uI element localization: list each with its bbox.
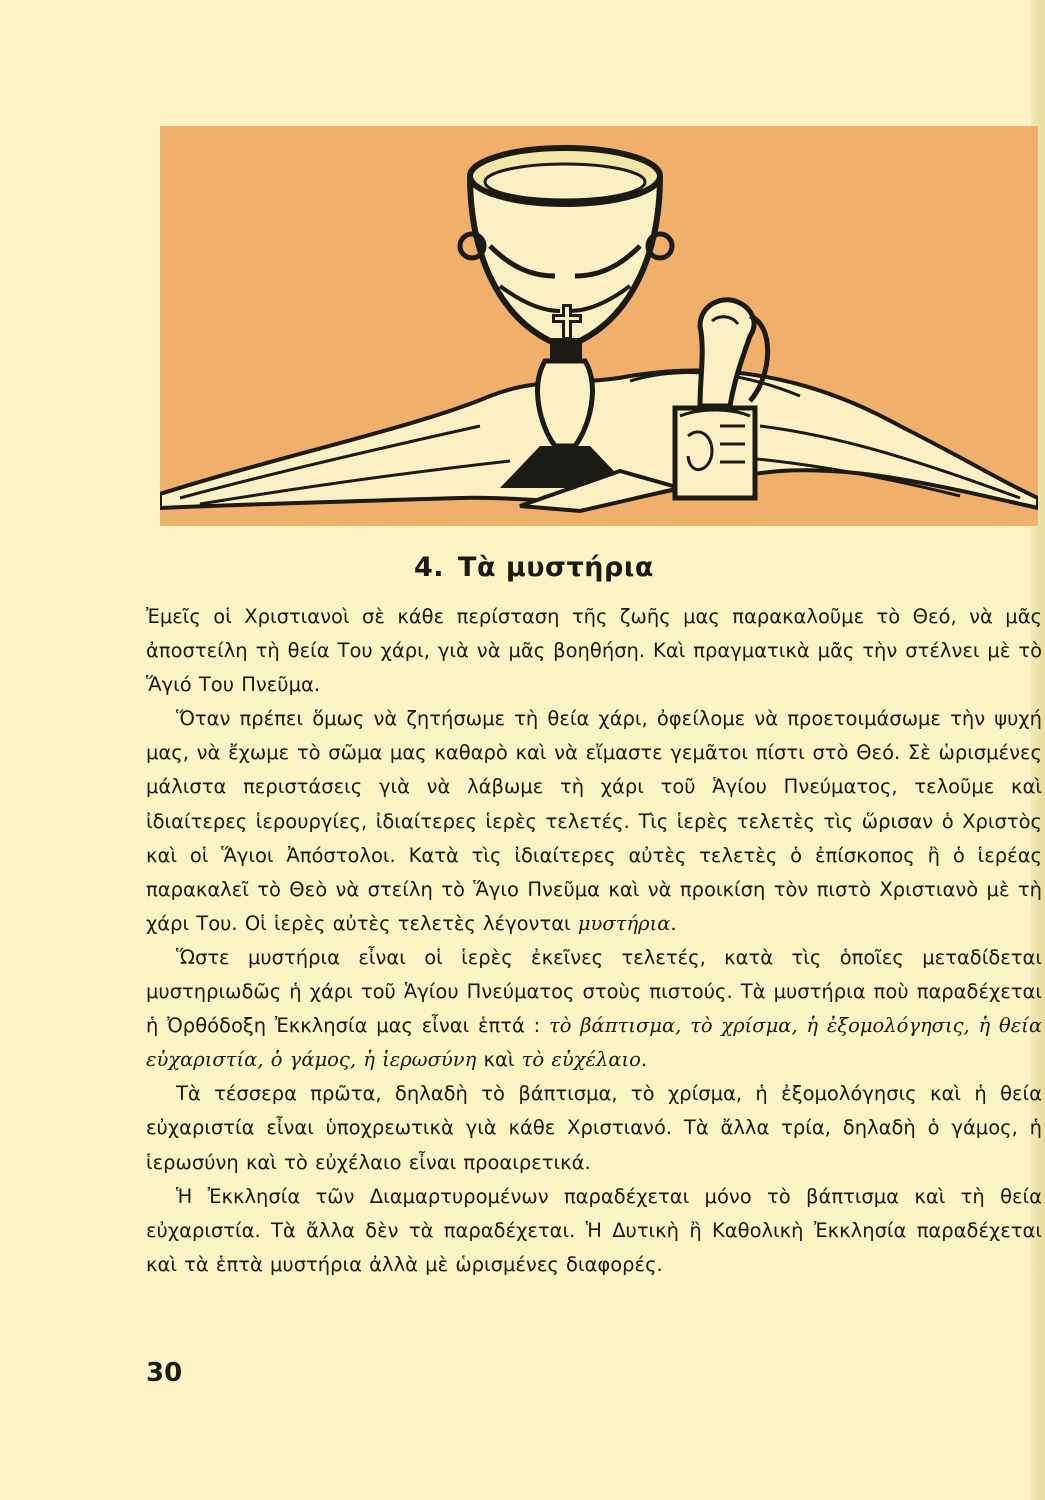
section-title: Τὰ μυστήρια <box>458 552 654 583</box>
paragraph-2 <box>146 702 1042 941</box>
last-sacrament: τὸ εὐχέλαιο. <box>521 1048 648 1072</box>
paragraph-4: Τὰ τέσσερα πρῶτα, δηλαδὴ τὸ βάπτισμα, τὸ χρίσμα, ἡ ἐξομολόγησις καὶ ἡ θεία εὐχαριστία εἶναι ὑποχρεωτικὰ γιὰ κάθε Χριστιανό. Τὰ ἄλλα τρία, δηλαδὴ ὁ γάμος, ἡ ἱερωσύνη καὶ τὸ εὐχέλαιο εἶναι προαιρετικά. <box>146 1082 1042 1174</box>
sacraments-list: τὸ βάπτισμα, τὸ χρίσμα, ἡ ἐξομολόγησις, ἡ θεία εὐχαριστία, ὁ γάμος, ἡ ἱερωσύνη <box>146 1014 1042 1072</box>
term-mysteries: μυστήρια. <box>577 911 677 935</box>
paragraph-1: Ἐμεῖς οἱ Χριστιανοὶ σὲ κάθε περίσταση τῆς ζωῆς μας παρακαλοῦμε τὸ Θεό, νὰ μᾶς ἀποστείλη τὴ θεία Του χάρι, γιὰ νὰ μᾶς βοηθήση. Καὶ πραγματικὰ μᾶς τὴν στέλνει μὲ τὸ Ἅγιό Του Πνεῦμα. <box>146 605 1042 697</box>
page-number: 30 <box>146 1358 183 1388</box>
chalice-illustration <box>160 126 1038 526</box>
paragraph-3 <box>146 941 1042 1077</box>
body-text <box>146 600 1042 1282</box>
paragraph-2-text: Ὅταν πρέπει ὅμως νὰ ζητήσωμε τὴ θεία χάρι, ὀφείλομε νὰ προετοιμάσωμε τὴν ψυχή μας, νὰ ἔχωμε τὸ σῶμα μας καθαρὸ καὶ νὰ εἴμαστε γεμᾶτοι πίστι στὸ Θεό. Σὲ ὡρισμένες μάλιστα περιστάσεις γιὰ νὰ λάβωμε τὴ χάρι τοῦ Ἁγίου Πνεύματος, τελοῦμε καὶ ἰδιαίτερες ἱερουργίες, ἰδιαίτερες ἱερὲς τελετές. Τὶς ἱερὲς τελετὲς τὶς ὥρισαν ὁ Χριστὸς καὶ οἱ Ἅγιοι Ἀπόστολοι. Κατὰ τὶς ἰδιαίτερες αὐτὲς τελετὲς ὁ ἐπίσκοπος ἢ ὁ ἱερέας παρακαλεῖ τὸ Θεὸ νὰ στείλη τὸ Ἅγιο Πνεῦμα καὶ νὰ προικίση τὸν πιστὸ Χριστιανὸ μὲ τὴ χάρι Του. Οἱ ἱερὲς αὐτὲς τελετὲς λέγονται <box>146 707 1042 935</box>
conjunction-and: καὶ <box>483 1048 515 1072</box>
section-number: 4. <box>414 552 445 583</box>
section-heading <box>414 552 654 583</box>
paragraph-3-text: Ὥστε μυστήρια εἶναι οἱ ἱερὲς ἐκεῖνες τελετές, κατὰ τὶς ὁποῖες μεταδίδεται μυστηριωδῶς ἡ χάρι τοῦ Ἁγίου Πνεύματος στοὺς πιστούς. Τὰ μυστήρια ποὺ παραδέχεται ἡ Ὀρθόδοξη Ἐκκλησία μας εἶναι ἑπτά : <box>146 945 1042 1038</box>
paragraph-5: Ἡ Ἐκκλησία τῶν Διαμαρτυρομένων παραδέχεται μόνο τὸ βάπτισμα καὶ τὴ θεία εὐχαριστία. Τὰ ἄλλα δὲν τὰ παραδέχεται. Ἡ Δυτικὴ ἢ Καθολικὴ Ἐκκλησία παραδέχεται καὶ τὰ ἑπτὰ μυστήρια ἀλλὰ μὲ ὡρισμένες διαφορές. <box>146 1184 1042 1276</box>
